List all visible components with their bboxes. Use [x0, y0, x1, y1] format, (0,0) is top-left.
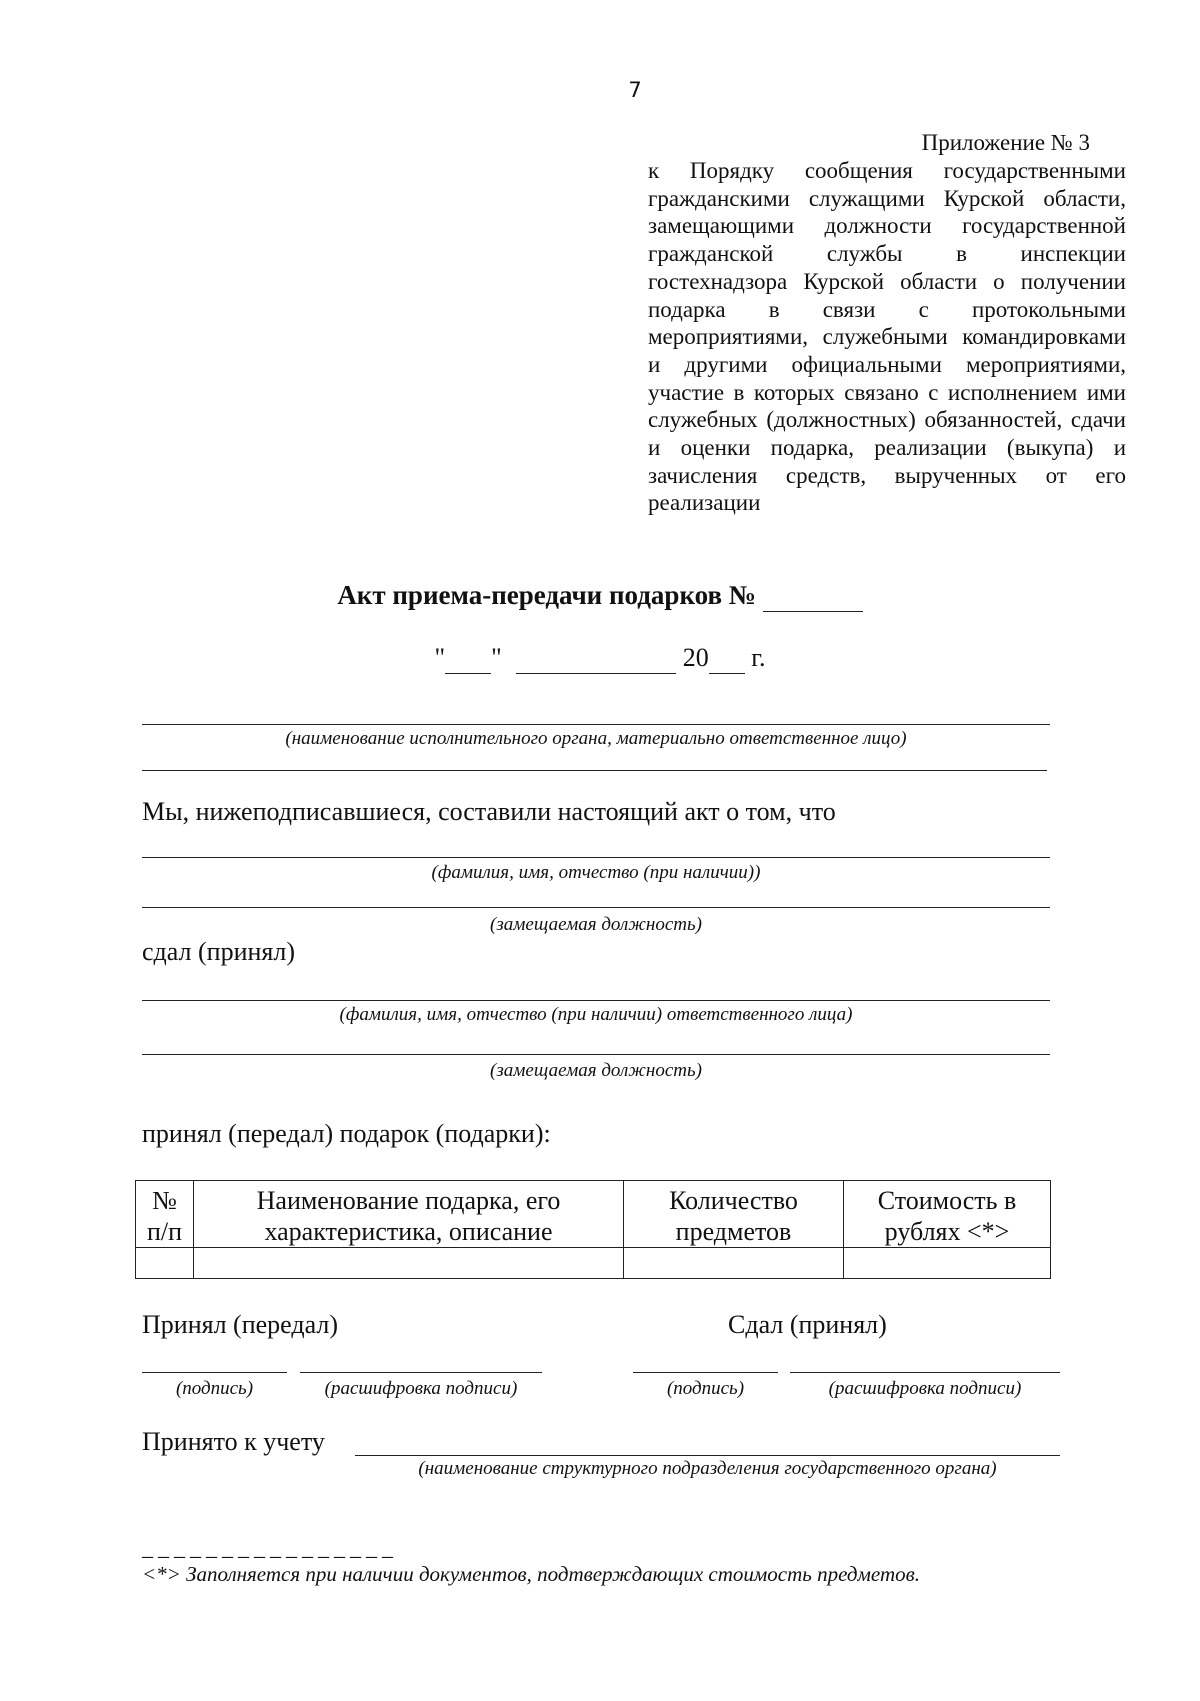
handed-text: сдал (принял): [142, 937, 296, 966]
position-line: [142, 907, 1050, 908]
act-title-text: Акт приема-передачи подарков №: [337, 580, 756, 610]
page-number: 7: [628, 78, 642, 102]
act-title: [0, 580, 1200, 612]
date-year-blank: [709, 643, 745, 674]
sig-left-decode-line: [300, 1372, 542, 1373]
header-cost: Стоимость в рублях <*>: [844, 1181, 1051, 1248]
gifts-table: [135, 1180, 1051, 1279]
fio-responsible-line: [142, 1000, 1050, 1001]
header-name: Наименование подарка, его характеристика, описание: [194, 1181, 624, 1248]
org-line-2: [142, 770, 1047, 771]
sig-right-title: Сдал (принял): [728, 1310, 887, 1339]
table-cell[interactable]: [844, 1248, 1051, 1279]
table-cell[interactable]: [194, 1248, 624, 1279]
sig-left-signature-line: [142, 1372, 287, 1373]
footnote-text: <*> Заполняется при наличии документов, подтверждающих стоимость предметов.: [142, 1562, 920, 1586]
position-caption-2: (замещаемая должность): [490, 1060, 702, 1081]
table-header-row: [136, 1181, 1051, 1248]
position-caption: (замещаемая должность): [490, 914, 702, 935]
date-day-blank: [445, 643, 491, 674]
sig-right-decode-line: [790, 1372, 1060, 1373]
act-date: [0, 643, 1200, 674]
appendix-title: Приложение № 3: [921, 130, 1090, 155]
sig-left-decode-caption: (расшифровка подписи): [324, 1378, 518, 1399]
appendix-text: к Порядку сообщения государственными гражданскими служащими Курской области, замещающими должности государственной гражданской службы в инспекции гостехнадзора Курской области о получении подарка в связи с протокольными мероприятиями, служебными командировками и другими официальными мероприятиями, участие в которых связано с исполнением ими служебных (должностных) обязанностей, сдачи и оценки подарка, реализации (выкупа) и зачисления средств, вырученных от его реализации: [648, 158, 1126, 516]
sig-right-signature-caption: (подпись): [666, 1378, 745, 1399]
sig-right-decode-caption: (расшифровка подписи): [828, 1378, 1022, 1399]
accepted-text: принял (передал) подарок (подарки):: [142, 1119, 551, 1148]
org-line: [142, 724, 1050, 725]
accounting-caption: (наименование структурного подразделения государственного органа): [418, 1458, 997, 1479]
position-line-2: [142, 1054, 1050, 1055]
sig-right-signature-line: [633, 1372, 778, 1373]
org-caption: (наименование исполнительного органа, материально ответственное лицо): [285, 728, 907, 749]
act-number-blank: [763, 580, 863, 612]
table-row: [136, 1248, 1051, 1279]
date-quote-open: ": [434, 643, 446, 672]
table-cell[interactable]: [624, 1248, 844, 1279]
fio-line: [142, 857, 1050, 858]
date-year-prefix: 20: [682, 643, 709, 672]
intro-text: Мы, нижеподписавшиеся, составили настоящий акт о том, что: [142, 797, 836, 826]
sig-left-signature-caption: (подпись): [175, 1378, 254, 1399]
accounting-label: Принято к учету: [142, 1427, 325, 1456]
fio-caption: (фамилия, имя, отчество (при наличии)): [431, 862, 761, 883]
header-quantity: Количество предметов: [624, 1181, 844, 1248]
sig-left-title: Принял (передал): [142, 1310, 338, 1339]
date-suffix: г.: [751, 643, 766, 672]
footnote-separator: ________________: [142, 1535, 398, 1560]
accounting-line: [355, 1455, 1060, 1456]
fio-responsible-caption: (фамилия, имя, отчество (при наличии) ответственного лица): [339, 1004, 853, 1025]
date-month-blank: [516, 643, 676, 674]
table-cell[interactable]: [136, 1248, 194, 1279]
date-quote-close: ": [491, 643, 502, 672]
header-number: № п/п: [136, 1181, 194, 1248]
